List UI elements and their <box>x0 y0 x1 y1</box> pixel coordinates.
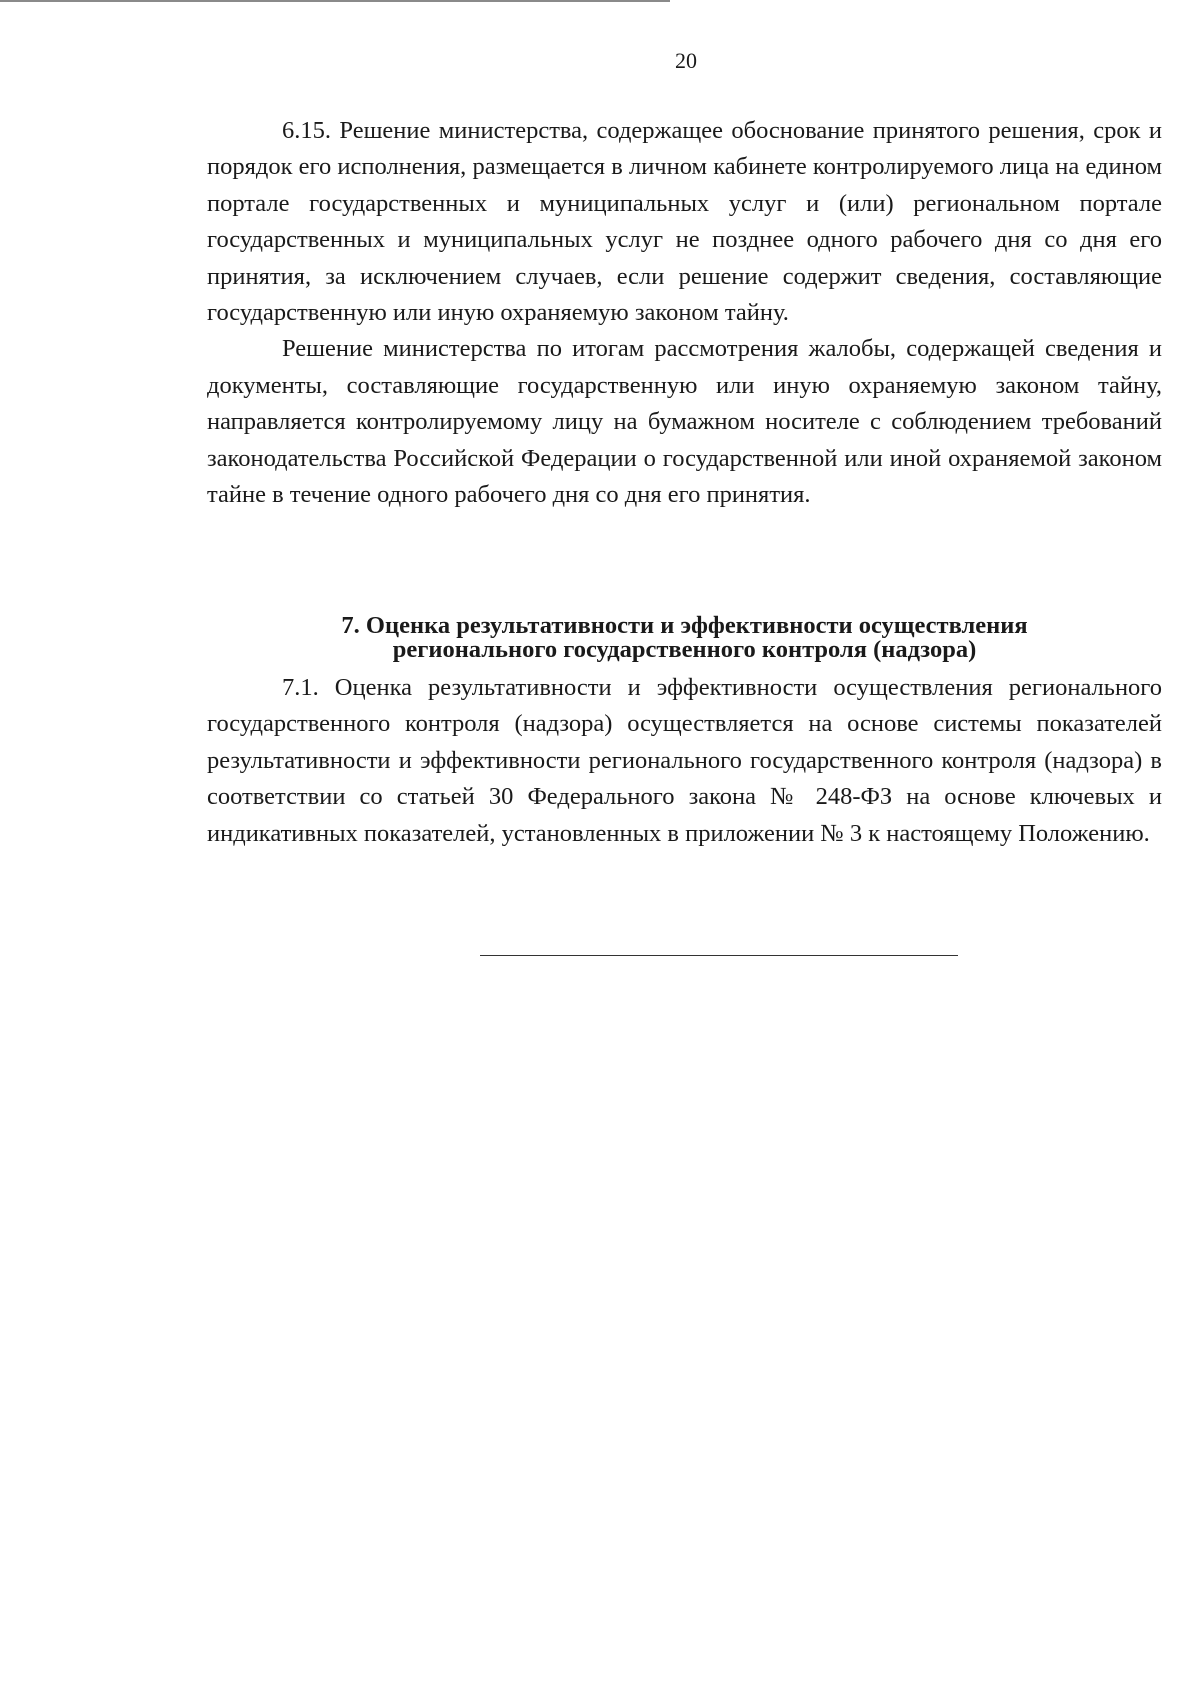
section-7-heading-line-2: регионального государственного контроля (надзора) <box>392 636 977 663</box>
paragraph-7-1: 7.1. Оценка результативности и эффективности осуществления регионального государственного контроля (надзора) осуществляется на основе системы показателей результативности и эффективности регионального государственного контроля (надзора) в соответствии со статьей 30 Федерального закона № 248-ФЗ на основе ключевых и индикативных показателей, установленных в приложении № 3 к настоящему Положению. <box>207 674 1162 847</box>
page-number: 20 <box>675 48 697 73</box>
section-7-heading-line-1: 7. Оценка результативности и эффективности осуществления <box>341 612 1028 639</box>
closing-divider <box>480 955 958 956</box>
paragraph-6-15: 6.15. Решение министерства, содержащее обоснование принятого решения, срок и порядок его исполнения, размещается в личном кабинете контролируемого лица на едином портале государственных и муниципальных услуг и (или) региональном портале государственных и муниципальных услуг не позднее одного рабочего дня со дня его принятия, за исключением случаев, если решение содержит сведения, составляющие государственную или иную охраняемую законом тайну. <box>207 117 1162 327</box>
section-6-text <box>207 113 1162 513</box>
scan-edge-line <box>0 0 670 2</box>
paragraph-complaint-decision: Решение министерства по итогам рассмотрения жалобы, содержащей сведения и документы, составляющие государственную или иную охраняемую законом тайну, направляется контролируемому лицу на бумажном носителе с соблюдением требований законодательства Российской Федерации о государственной или иной охраняемой законом тайне в течение одного рабочего дня со дня его принятия. <box>207 335 1162 509</box>
section-7-heading <box>207 614 1162 662</box>
section-7-text <box>207 670 1162 852</box>
